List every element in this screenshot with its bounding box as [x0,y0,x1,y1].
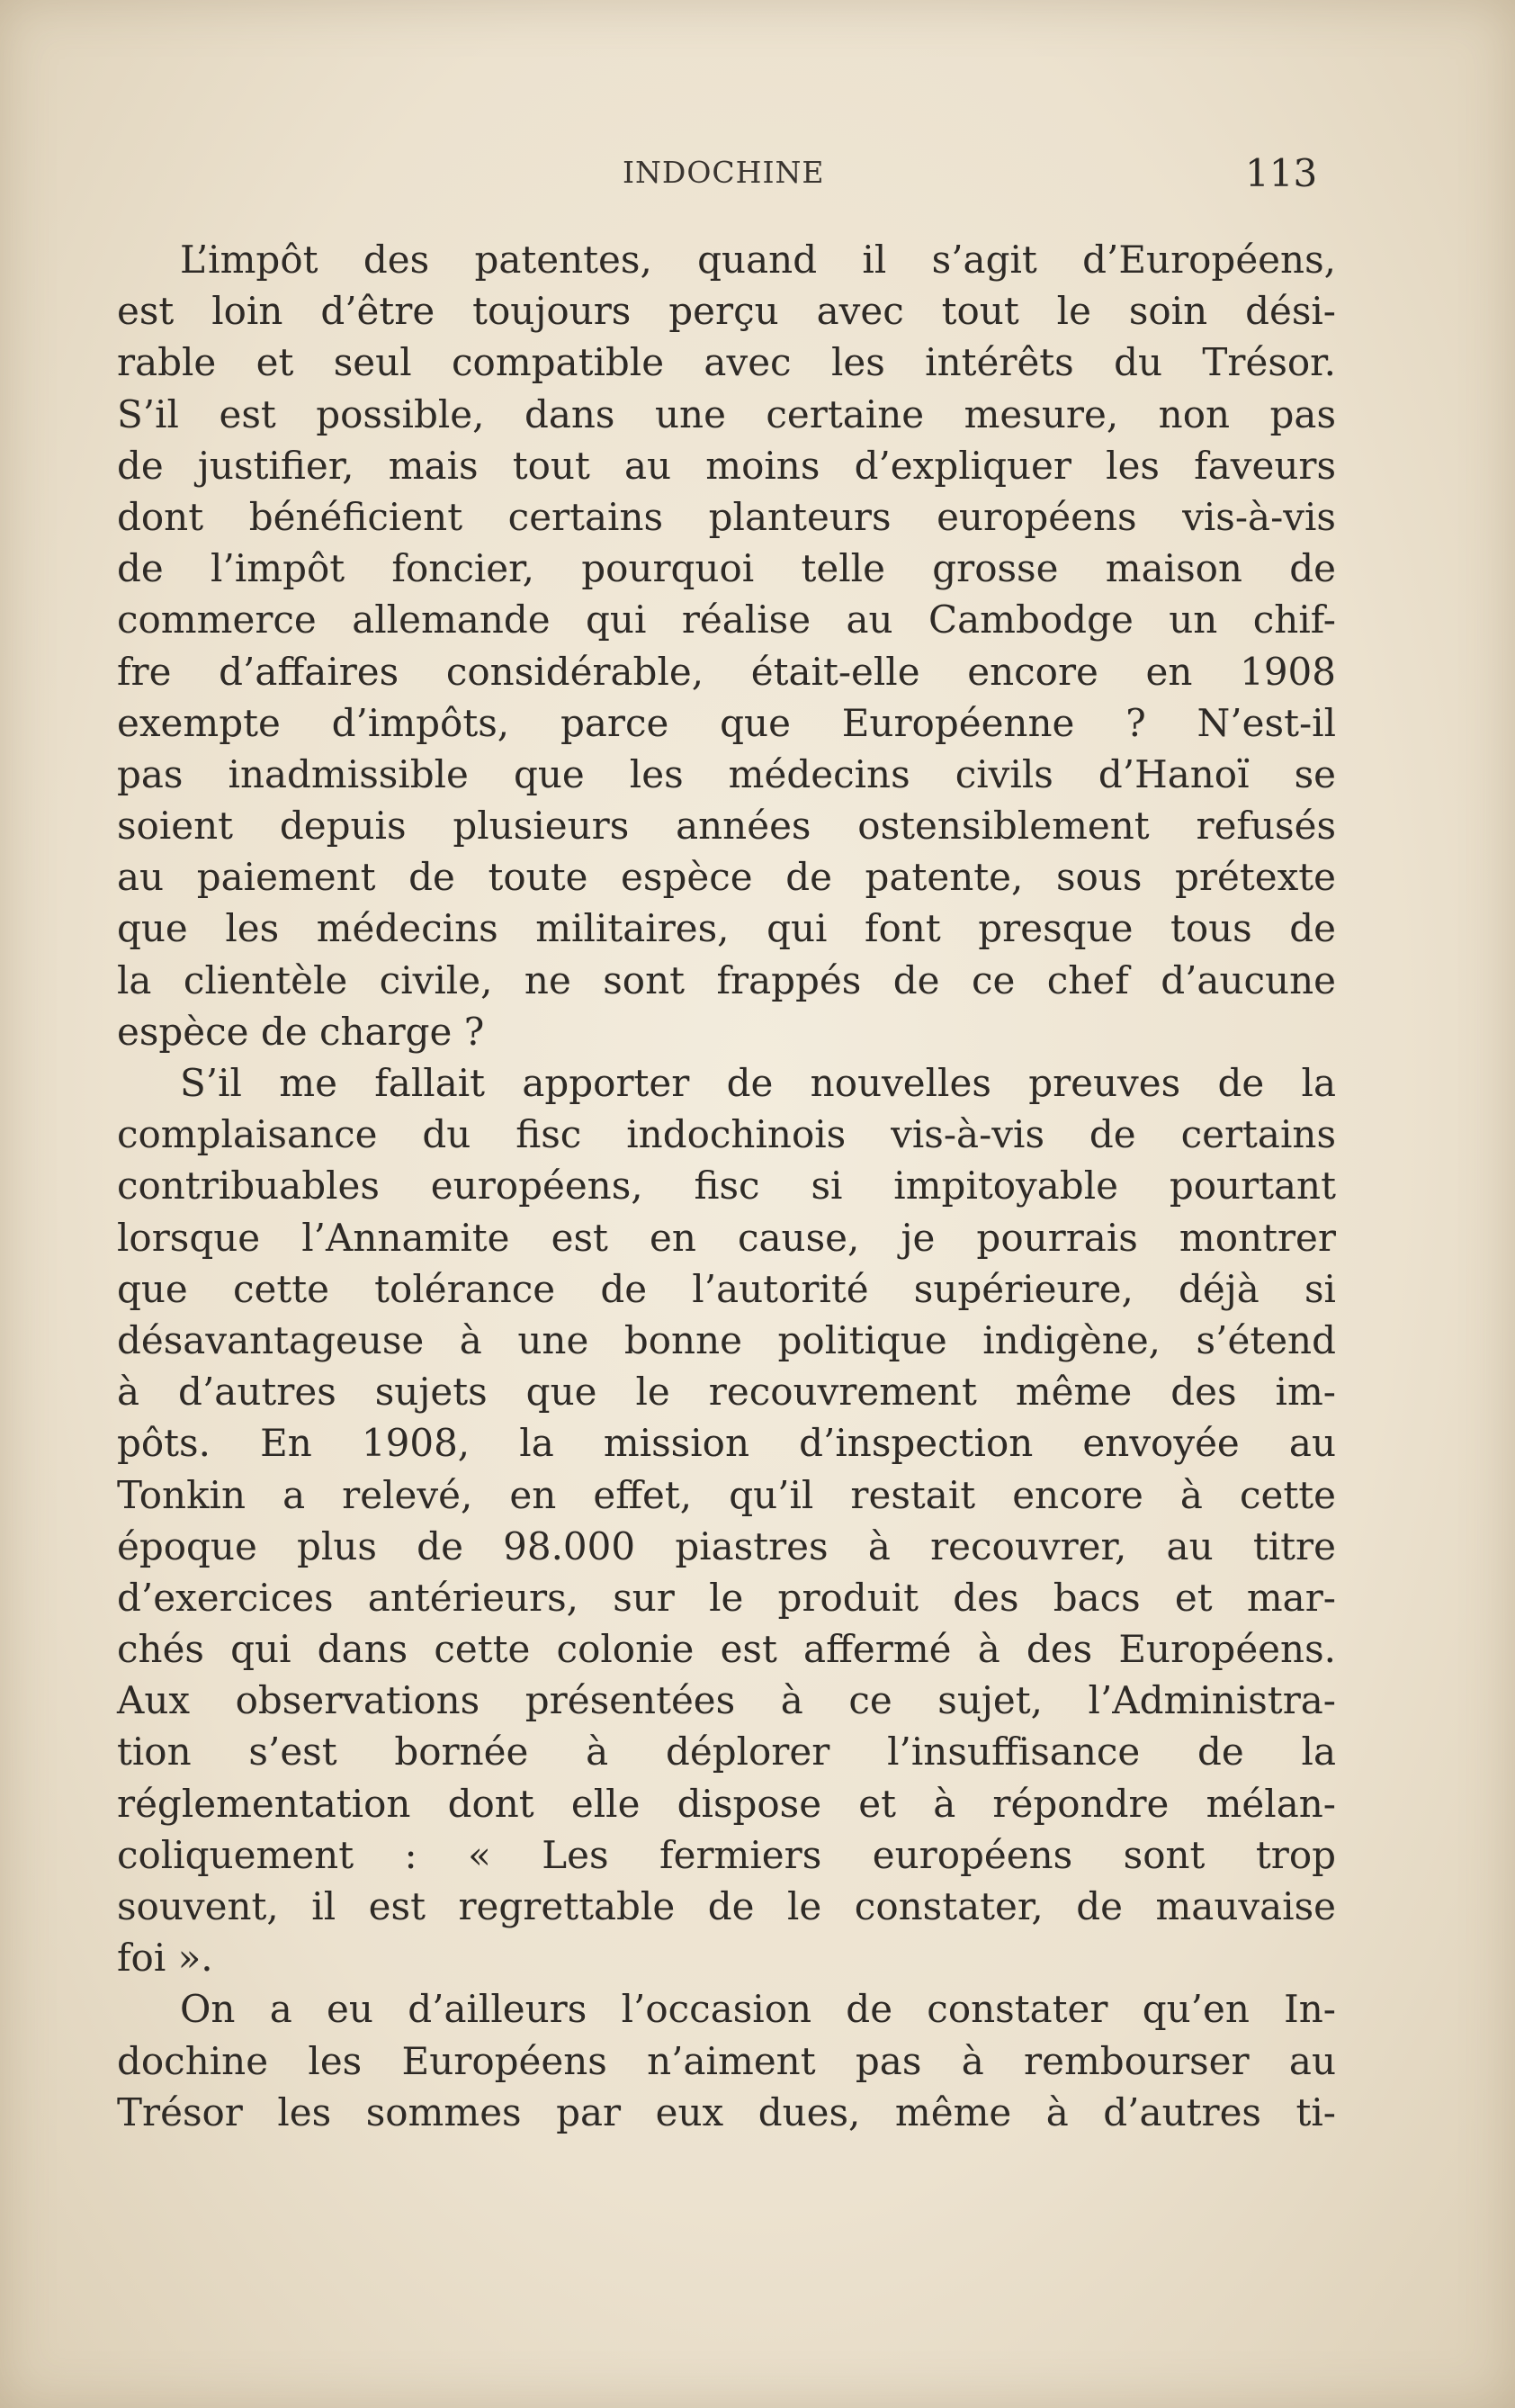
text-line: exempte d’impôts, parce que Européenne ? N’est-il [117,700,1336,745]
running-head [0,151,1515,196]
text-line: au paiement de toute espèce de patente, sous prétexte [117,855,1336,900]
text-line: Tonkin a relevé, en effet, qu’il restait encore à cette [117,1472,1336,1517]
text-line: dochine les Européens n’aiment pas à rembourser au [117,2038,1336,2083]
text-line: On a eu d’ailleurs l’occasion de constater qu’en In- [180,1987,1336,2032]
text-line: Trésor les sommes par eux dues, même à d’autres ti- [117,2089,1336,2134]
text-line: souvent, il est regrettable de le constater, de mauvaise [117,1884,1336,1928]
text-line: commerce allemande qui réalise au Cambodge un chif- [117,598,1336,642]
body-text [117,234,1336,2138]
page-number: 113 [1245,151,1318,195]
text-line: fre d’affaires considérable, était-elle encore en 1908 [117,649,1336,694]
text-line: époque plus de 98.000 piastres à recouvrer, au titre [117,1523,1336,1568]
text-line: chés qui dans cette colonie est affermé à des Européens. [117,1627,1336,1672]
text-line: foi ». [117,1936,213,1981]
text-line: coliquement : « Les fermiers européens sont trop [117,1832,1336,1877]
text-line: soient depuis plusieurs années ostensiblement refusés [117,804,1336,849]
text-line: d’exercices antérieurs, sur le produit des bacs et mar- [117,1575,1336,1620]
text-line: dont bénéficient certains planteurs européens vis-à-vis [117,494,1336,539]
text-line: S’il est possible, dans une certaine mesure, non pas [117,391,1336,436]
text-line: S’il me fallait apporter de nouvelles preuves de la [180,1061,1336,1105]
text-line: désavantageuse à une bonne politique indigène, s’étend [117,1317,1336,1362]
text-line: pas inadmissible que les médecins civils d’Hanoï se [117,751,1336,796]
text-line: pôts. En 1908, la mission d’inspection envoyée au [117,1421,1336,1466]
text-line: lorsque l’Annamite est en cause, je pourrais montrer [117,1215,1336,1260]
text-line: complaisance du fisc indochinois vis-à-vis de certains [117,1112,1336,1157]
text-line: Aux observations présentées à ce sujet, l’Administra- [117,1678,1336,1723]
text-line: tion s’est bornée à déplorer l’insuffisance de la [117,1730,1336,1775]
text-line: de l’impôt foncier, pourquoi telle grosse maison de [117,546,1336,591]
text-line: contribuables européens, fisc si impitoyable pourtant [117,1164,1336,1208]
text-line: que cette tolérance de l’autorité supérieure, déjà si [117,1266,1336,1311]
text-line: que les médecins militaires, qui font presque tous de [117,906,1336,951]
text-line: de justifier, mais tout au moins d’expliquer les faveurs [117,443,1336,488]
text-line: à d’autres sujets que le recouvrement même des im- [117,1370,1336,1415]
running-title: INDOCHINE [623,155,825,190]
text-line: espèce de charge ? [117,1009,485,1054]
text-line: L’impôt des patentes, quand il s’agit d’Européens, [180,238,1336,282]
text-line: la clientèle civile, ne sont frappés de ce chef d’aucune [117,957,1336,1002]
text-line: réglementation dont elle dispose et à répondre mélan- [117,1781,1336,1826]
text-line: rable et seul compatible avec les intérêts du Trésor. [117,340,1336,385]
text-line: est loin d’être toujours perçu avec tout le soin dési- [117,289,1336,334]
